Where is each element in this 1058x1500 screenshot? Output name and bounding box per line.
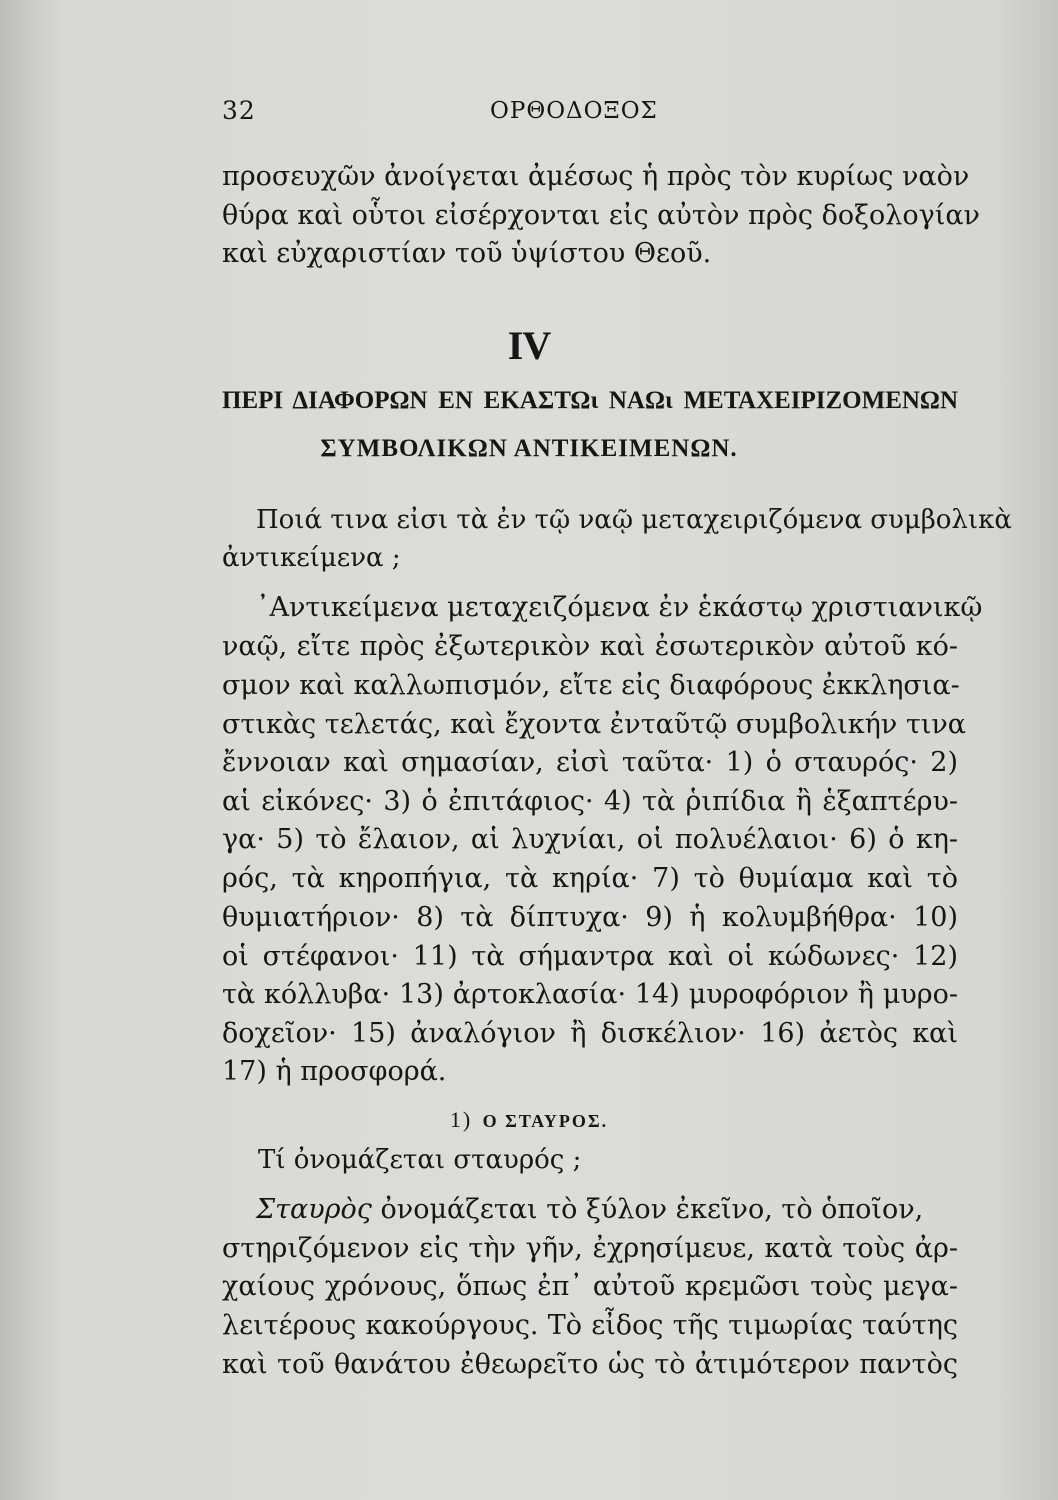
answer-first-line-rest: ὀνομάζεται τὸ ξύλον ἐκεῖνο, τὸ ὁποῖον, <box>380 1194 924 1225</box>
answer-line: καὶ τοῦ θανάτου ἐθεωρεῖτο ὡς τὸ ἀτιμότερον παντὸς <box>222 1349 958 1380</box>
answer-line: οἱ στέφανοι· 11) τὰ σήμαντρα καὶ οἱ κώδωνες· 12) <box>222 941 958 972</box>
intro-line: θύρα καὶ οὗτοι εἰσέρχονται εἰς αὐτὸν πρὸς δοξολογίαν <box>222 200 980 231</box>
answer-line: ναῷ, εἴτε πρὸς ἐξωτερικὸν καὶ ἐσωτερικὸν αὐτοῦ κό- <box>222 631 958 662</box>
answer-lead-word: Σταυρὸς <box>256 1194 372 1225</box>
question-line: Τί ὀνομάζεται σταυρός ; <box>258 1145 582 1175</box>
answer-line: τὰ κόλλυβα· 13) ἀρτοκλασία· 14) μυροφόριον ἢ μυρο- <box>222 979 958 1010</box>
answer-line <box>256 1196 958 1223</box>
answer-line: θυμιατήριον· 8) τὰ δίπτυχα· 9) ἡ κολυμβήθρα· 10) <box>222 902 958 933</box>
answer-line: 17) ἡ προσφορά. <box>222 1056 447 1087</box>
chapter-numeral: IV <box>507 323 551 368</box>
answer-line: αἱ εἰκόνες· 3) ὁ ἐπιτάφιος· 4) τὰ ῥιπίδια ἢ ἑξαπτέρυ- <box>222 786 958 817</box>
question-line: ἀντικείμενα ; <box>222 543 401 573</box>
section-heading <box>0 1107 1058 1133</box>
answer-line: γα· 5) τὸ ἔλαιον, αἱ λυχνίαι, οἱ πολυέλαιοι· 6) ὁ κη- <box>222 824 958 855</box>
section-title: Ο ΣΤΑΥΡΟΣ. <box>482 1111 609 1131</box>
question-line: Ποιά τινα εἰσι τὰ ἐν τῷ ναῷ μεταχειριζόμενα συμβολικὰ <box>256 505 1012 535</box>
section-number: 1) <box>449 1107 473 1132</box>
answer-line: ἔννοιαν καὶ σημασίαν, εἰσὶ ταῦτα· 1) ὁ σταυρός· 2) <box>222 747 958 778</box>
answer-line: σμον καὶ καλλωπισμόν, εἴτε εἰς διαφόρους ἐκκλησια- <box>222 670 960 701</box>
chapter-title-line2: ΣΥΜΒΟΛΙΚΩΝ ΑΝΤΙΚΕΙΜΕΝΩΝ. <box>320 435 738 462</box>
answer-line: ᾿Αντικείμενα μεταχειζόμενα ἐν ἑκάστῳ χριστιανικῷ <box>256 592 983 623</box>
chapter-title-line1: ΠΕΡΙ ΔΙΑΦΟΡΩΝ ΕΝ ΕΚΑΣΤΩι ΝΑΩι ΜΕΤΑΧΕΙΡΙΖΟΜΕΝΩΝ <box>222 387 958 414</box>
intro-line: καὶ εὐχαριστίαν τοῦ ὑψίστου Θεοῦ. <box>222 238 712 269</box>
intro-line: προσευχῶν ἀνοίγεται ἀμέσως ἡ πρὸς τὸν κυρίως ναὸν <box>222 161 970 192</box>
answer-line: δοχεῖον· 15) ἀναλόγιον ἢ δισκέλιον· 16) ἀετὸς καὶ <box>222 1018 958 1049</box>
answer-line: ρός, τὰ κηροπήγια, τὰ κηρία· 7) τὸ θυμίαμα καὶ τὸ <box>222 863 958 894</box>
answer-line: στηριζόμενον εἰς τὴν γῆν, ἐχρησίμευε, κατὰ τοὺς ἀρ- <box>222 1233 958 1264</box>
page-number: 32 <box>222 96 256 125</box>
running-title: ΟΡΘΟΔΟΞΟΣ <box>490 98 658 124</box>
answer-line: χαίους χρόνους, ὅπως ἐπ᾿ αὐτοῦ κρεμῶσι τοὺς μεγα- <box>222 1271 958 1302</box>
answer-line: λειτέρους κακούργους. Τὸ εἶδος τῆς τιμωρίας ταύτης <box>222 1310 958 1341</box>
answer-line: στικὰς τελετάς, καὶ ἔχοντα ἐνταῦτῷ συμβολικήν τινα <box>222 709 966 740</box>
